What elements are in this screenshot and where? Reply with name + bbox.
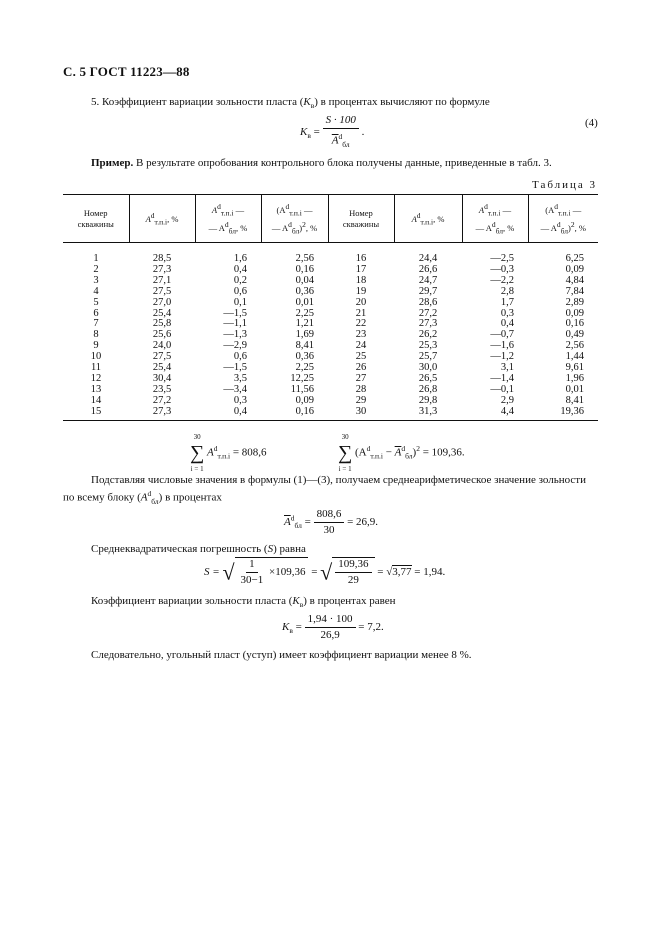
table-cell: 0,36 <box>295 351 314 363</box>
paragraph-kv: Коэффициент вариации зольности пласта $(K_в)$ в процентах равен <box>91 595 396 610</box>
table-cell: 0,16 <box>295 263 314 275</box>
table-cell: 16 <box>355 253 367 265</box>
table-cell: 25,3 <box>418 340 438 352</box>
table-cell: 30,0 <box>418 362 438 374</box>
data-table <box>63 194 598 421</box>
table-cell: 12,25 <box>290 373 314 384</box>
table-cell: 9,61 <box>565 362 584 374</box>
table-cell: 0,49 <box>565 329 584 341</box>
table-cell: 19 <box>355 285 367 297</box>
paragraph-mean: Подставляя числовые значения в формулы (1)—(3), получаем среднеарифметическое значение зольности <box>91 474 586 486</box>
formula-mean: $\overline{A}^d_{бл}$ = $\frac{808,6}{30}$ = 26,9. <box>284 508 379 536</box>
sum-ash: 30 ∑ i = 1 $A^d_{т.п.i} = 808,6$ <box>190 433 267 473</box>
table-row <box>63 407 598 420</box>
table-cell: 25,6 <box>152 329 172 341</box>
table-row <box>63 396 598 407</box>
header-deviation-2: $A^d_{т.п.i}$ — — $A^d_{бл}$, % <box>462 195 528 243</box>
table-cell: —1,1 <box>223 318 247 330</box>
table-cell: 10 <box>90 351 102 363</box>
table-cell: 8 <box>93 329 99 341</box>
formula-kv: $K_в$ = $\frac{1,94 \cdot 100}{26,9}$ = 7,2. <box>282 613 384 641</box>
table-cell: 26,6 <box>418 263 438 275</box>
table-row <box>63 298 598 309</box>
table-cell: 26,2 <box>418 329 438 341</box>
table-cell: 2,8 <box>500 285 514 297</box>
table-cell: —2,9 <box>223 340 247 352</box>
table-cell: 3,1 <box>500 362 514 374</box>
table-cell: 22 <box>355 318 367 330</box>
table-cell: 0,01 <box>565 383 584 395</box>
table-cell: 20 <box>355 296 367 308</box>
table-cell: 29,7 <box>418 285 438 297</box>
table-row <box>63 374 598 385</box>
table-cell: 25,7 <box>418 351 438 363</box>
table-cell: 7 <box>93 318 99 330</box>
table-cell: 28 <box>355 383 367 395</box>
table-cell: 0,09 <box>565 263 584 275</box>
table-cell: 24,4 <box>418 253 438 265</box>
table-cell: 0,4 <box>195 407 261 420</box>
formula-4-label: (4) <box>585 117 598 129</box>
table-cell: 13 <box>90 383 102 395</box>
table-cell: 6,25 <box>565 253 584 265</box>
table-cell: 2,89 <box>565 296 584 308</box>
table-cell: 2,25 <box>295 307 314 319</box>
table-cell: 3,5 <box>233 373 247 384</box>
table-cell: 0,3 <box>233 394 247 406</box>
table-cell: —2,5 <box>490 253 514 265</box>
table-cell: 2,56 <box>295 253 314 265</box>
table-cell: —1,6 <box>490 340 514 352</box>
table-cell: 4,84 <box>565 274 584 286</box>
table-row <box>63 265 598 276</box>
table-cell: 28,5 <box>152 253 172 265</box>
table-cell: 11,56 <box>290 383 314 395</box>
header-well-2: Номер скважины <box>328 195 394 243</box>
paragraph-s: Среднеквадратическая погрешность (S) равна <box>91 543 306 555</box>
table-cell: 26,5 <box>418 373 438 384</box>
header-well: Номер скважины <box>63 195 129 243</box>
table-row <box>63 352 598 363</box>
table-cell: 0,2 <box>233 274 247 286</box>
header-ash: $A^d_{т.п.i}$, % <box>129 195 195 243</box>
table-cell: 0,3 <box>500 307 514 319</box>
table-row <box>63 243 598 265</box>
table-cell: 1,44 <box>565 351 584 363</box>
table-row <box>63 276 598 287</box>
header-squared-deviation: ($A^d_{т.п.i}$ — — $A^d_{бл})^2$, % <box>261 195 328 243</box>
table-cell: 18 <box>355 274 367 286</box>
table-cell: 0,4 <box>500 318 514 330</box>
table-cell: —0,7 <box>490 329 514 341</box>
table-cell: —1,3 <box>223 329 247 341</box>
table-cell: 24,0 <box>152 340 172 352</box>
sum-squared-deviation: 30 ∑ i = 1 $(A^d_{т.п.i} - \overline{A}^d_{бл})^2 = 109,36$. <box>338 433 465 473</box>
table-cell: 1,21 <box>295 318 314 330</box>
table-cell: 24 <box>355 340 367 352</box>
table-cell: 1,7 <box>500 296 514 308</box>
table-cell: 8,41 <box>295 340 314 352</box>
table-cell: 27,3 <box>129 407 195 420</box>
table-cell: —1,5 <box>223 307 247 319</box>
table-cell: —0,3 <box>490 263 514 275</box>
table-cell: 19,36 <box>528 407 598 420</box>
table-cell: 1 <box>93 253 99 265</box>
table-cell: 0,01 <box>295 296 314 308</box>
table-cell: 4 <box>93 285 99 297</box>
table-cell: 2,25 <box>295 362 314 374</box>
table-cell: 0,4 <box>233 263 247 275</box>
table-cell: 25,8 <box>152 318 172 330</box>
formula-s: S = √ $\frac{1}{30-1}$ ×109,36 = √ $\frac{109,36}{29}$ = √3,77 = 1,94. <box>204 558 446 586</box>
table-cell: 3 <box>93 274 99 286</box>
table-cell: 27 <box>355 373 367 384</box>
paragraph-5: 5. Коэффициент вариации зольности пласта $(K_в)$ в процентах вычисляют по формуле <box>91 96 490 111</box>
table-row <box>63 341 598 352</box>
table-cell: 1,69 <box>295 329 314 341</box>
page-header: С. 5 ГОСТ 11223—88 <box>63 64 190 79</box>
table-row <box>63 363 598 374</box>
table-cell: 27,5 <box>152 285 172 297</box>
table-cell: 27,3 <box>152 263 172 275</box>
table-cell: 17 <box>355 263 367 275</box>
table-cell: 27,5 <box>152 351 172 363</box>
table-row <box>63 309 598 320</box>
formula-4: $K_в$ = $\frac{S \cdot 100}{\overline{A}^d_{бл}}$ . <box>300 114 365 149</box>
table-cell: 0,6 <box>233 285 247 297</box>
table-cell: 0,16 <box>565 318 584 330</box>
table-cell: 29,8 <box>418 394 438 406</box>
paragraph-mean-cont: по всему блоку $(A^d_{бл})$ в процентах <box>63 489 222 506</box>
table-cell: 30,4 <box>152 373 172 384</box>
table-cell: 0,36 <box>295 285 314 297</box>
table-cell: 25,4 <box>152 307 172 319</box>
table-cell: 6 <box>93 307 99 319</box>
table-row <box>63 287 598 298</box>
table-cell: 26,8 <box>418 383 438 395</box>
table-cell: 31,3 <box>394 407 462 420</box>
table-cell: 2,9 <box>500 394 514 406</box>
table-caption: Таблица 3 <box>532 179 598 191</box>
table-cell: 23,5 <box>152 383 172 395</box>
table-cell: —1,2 <box>490 351 514 363</box>
table-cell: 14 <box>90 394 102 406</box>
header-squared-deviation-2: ($A^d_{т.п.i}$ — — $A^d_{бл})^2$, % <box>528 195 598 243</box>
table-cell: 8,41 <box>565 394 584 406</box>
header-ash-2: $A^d_{т.п.i}$, % <box>394 195 462 243</box>
table-cell: 1,96 <box>565 373 584 384</box>
table-cell: 12 <box>90 373 102 384</box>
table-row <box>63 330 598 341</box>
table-cell: —0,1 <box>490 383 514 395</box>
table-cell: 26 <box>355 362 367 374</box>
table-cell: —1,5 <box>223 362 247 374</box>
table-cell: 5 <box>93 296 99 308</box>
table-cell: 0,1 <box>233 296 247 308</box>
table-cell: —1,4 <box>490 373 514 384</box>
table-cell: 24,7 <box>418 274 438 286</box>
table-cell: 25,4 <box>152 362 172 374</box>
table-cell: 0,09 <box>565 307 584 319</box>
table-cell: 2,56 <box>565 340 584 352</box>
table-row <box>63 319 598 330</box>
table-cell: 27,1 <box>152 274 172 286</box>
table-cell: 23 <box>355 329 367 341</box>
table-cell: 0,16 <box>261 407 328 420</box>
table-row <box>63 385 598 396</box>
table-cell: 0,6 <box>233 351 247 363</box>
conclusion: Следовательно, угольный пласт (уступ) имеет коэффициент вариации менее 8 %. <box>91 649 472 661</box>
table-cell: 4,4 <box>462 407 528 420</box>
table-cell: 30 <box>328 407 394 420</box>
table-cell: 27,2 <box>418 307 438 319</box>
table-cell: 21 <box>355 307 367 319</box>
table-cell: —2,2 <box>490 274 514 286</box>
table-cell: 0,09 <box>295 394 314 406</box>
example-paragraph: Пример. В результате опробования контрольного блока получены данные, приведенные в табл. 3. <box>91 157 552 169</box>
header-deviation: $A^d_{т.п.i}$ — — $A^d_{бл}$, % <box>195 195 261 243</box>
table-cell: 28,6 <box>418 296 438 308</box>
table-cell: 7,84 <box>565 285 584 297</box>
table-cell: 9 <box>93 340 99 352</box>
table-cell: 27,0 <box>152 296 172 308</box>
table-cell: 15 <box>63 407 129 420</box>
table-header-row <box>63 195 598 243</box>
table-cell: 11 <box>90 362 102 374</box>
table-cell: 25 <box>355 351 367 363</box>
table-cell: 27,2 <box>152 394 172 406</box>
table-cell: 27,3 <box>418 318 438 330</box>
table-cell: 29 <box>355 394 367 406</box>
table-cell: 0,04 <box>295 274 314 286</box>
table-cell: 2 <box>93 263 99 275</box>
table-cell: 1,6 <box>233 253 247 265</box>
table-cell: —3,4 <box>223 383 247 395</box>
